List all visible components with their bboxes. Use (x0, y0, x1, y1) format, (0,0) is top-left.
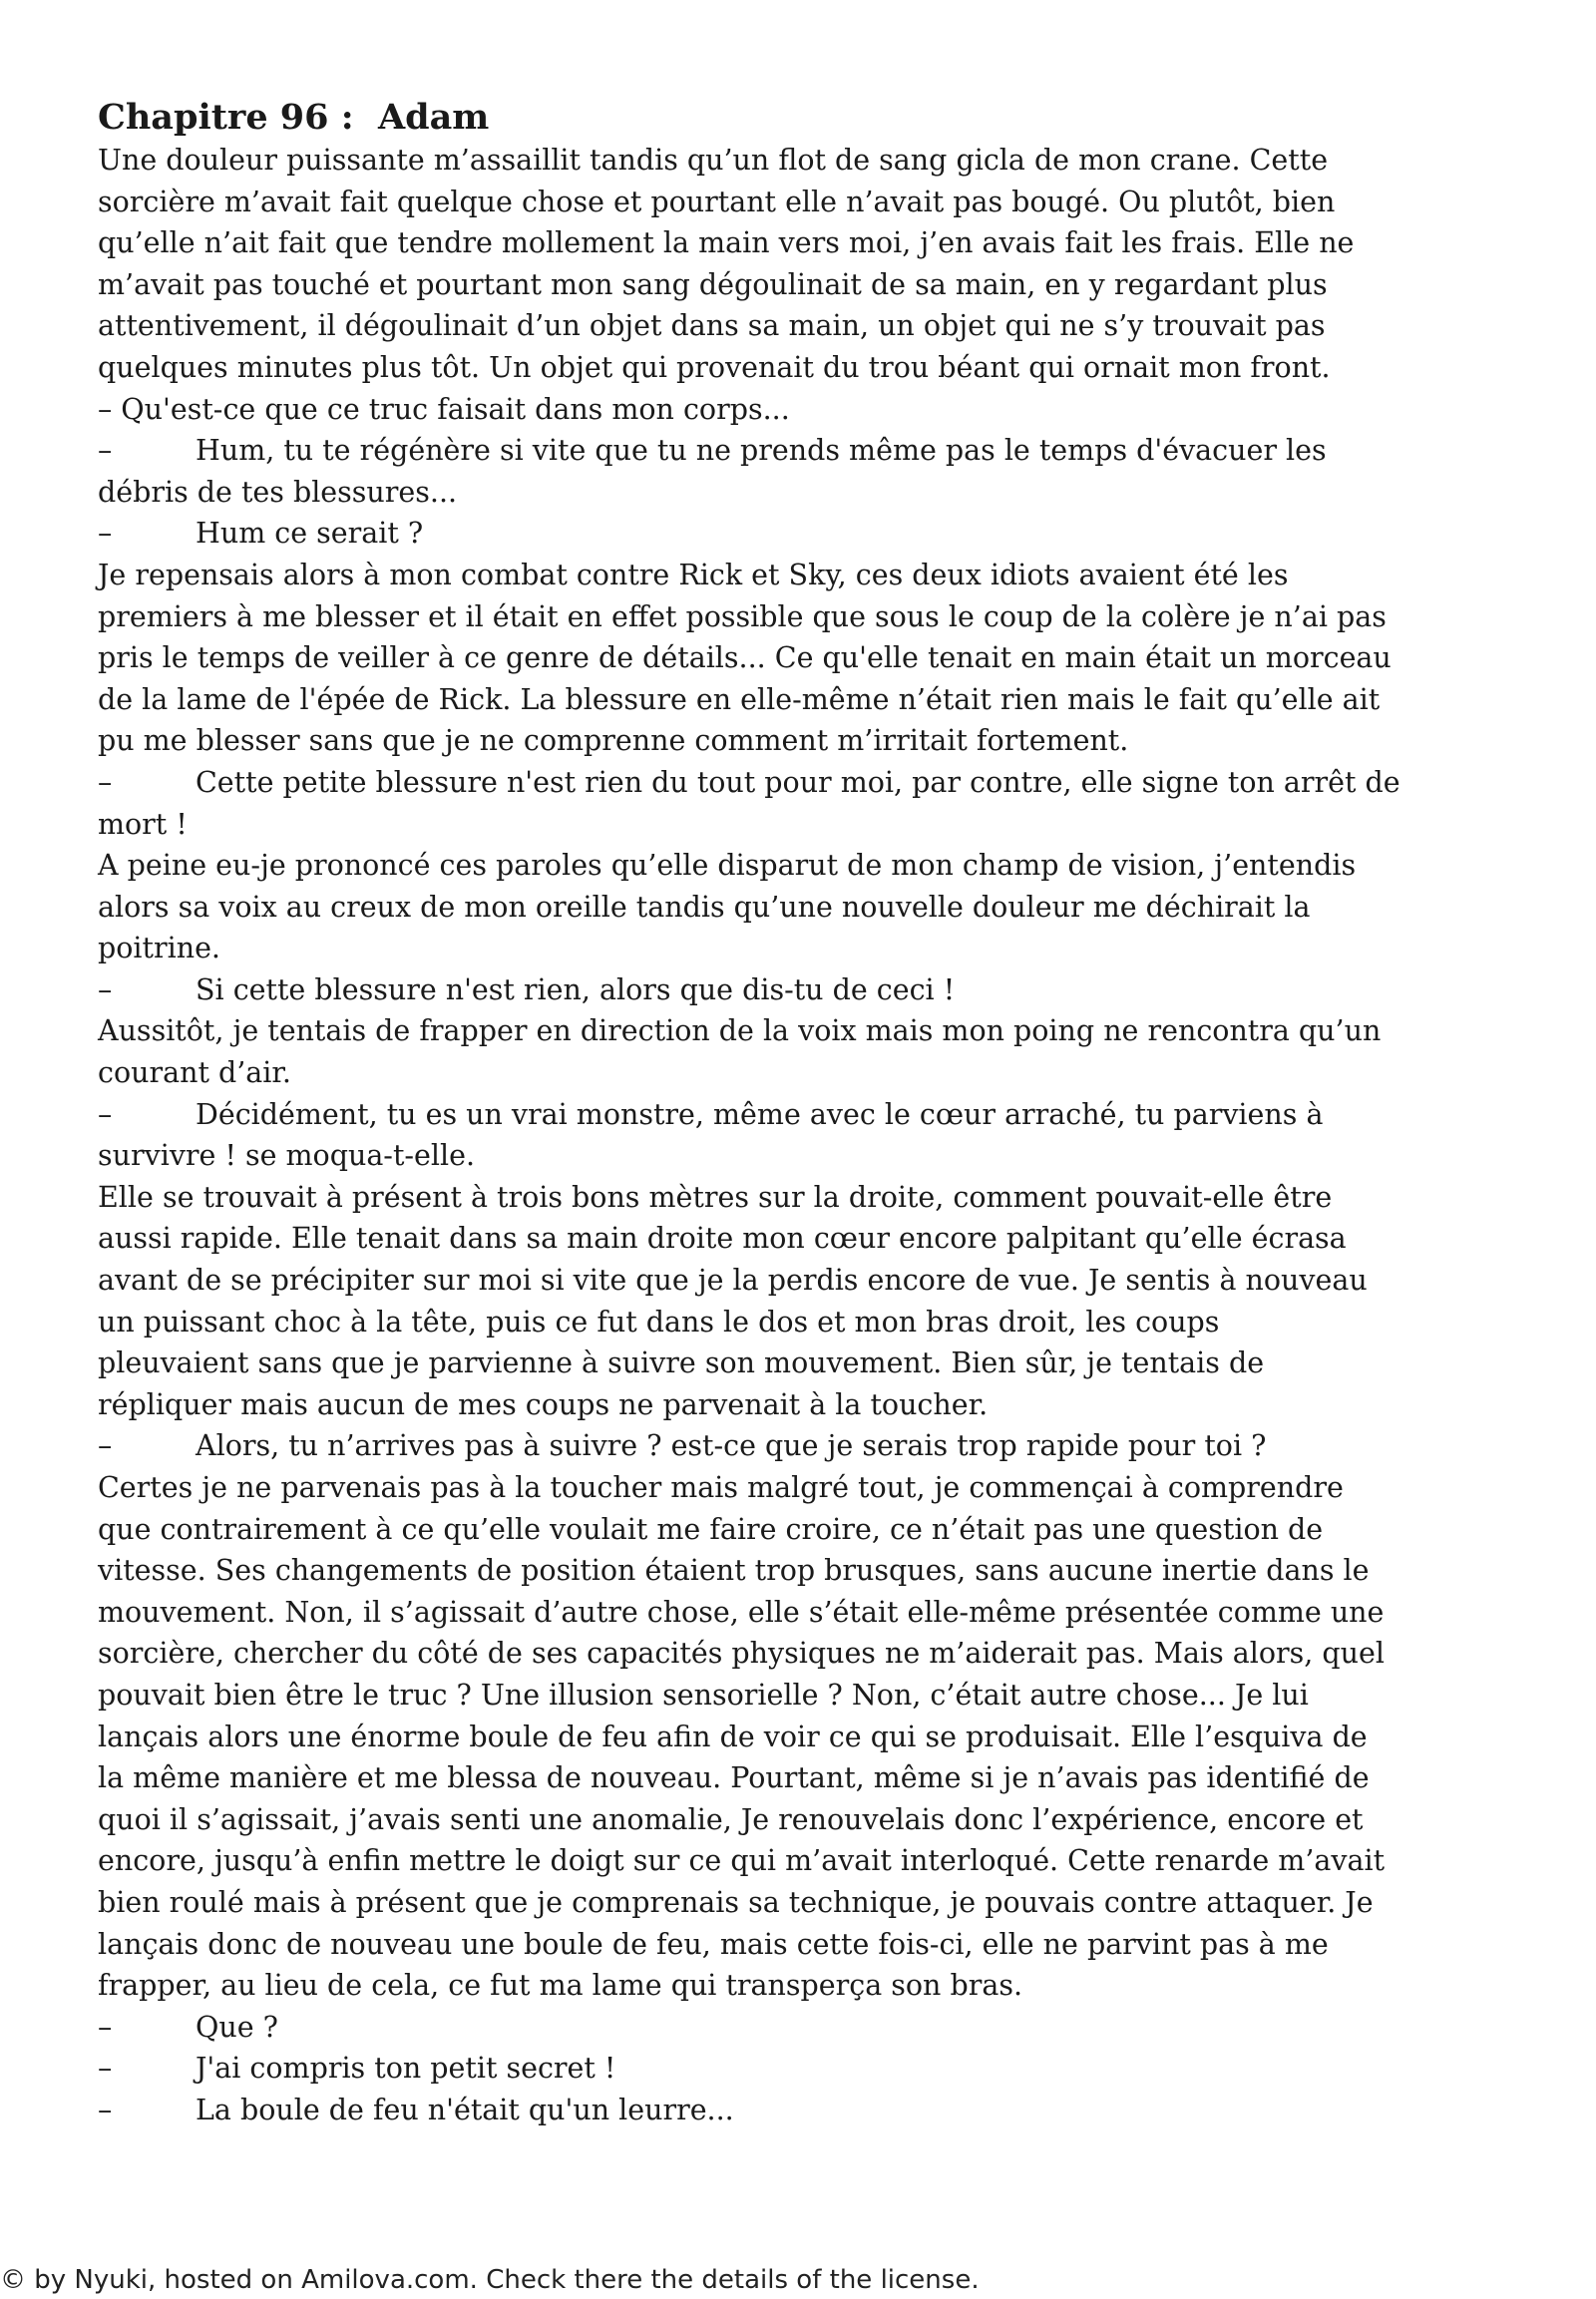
text-line (98, 1260, 1534, 1302)
dialogue-line (98, 2048, 1534, 2090)
text-line (98, 1218, 1534, 1260)
text-line (98, 1342, 1534, 1384)
text-line (98, 1840, 1534, 1882)
text-line (98, 472, 1534, 514)
line-text: survivre ! se moqua-t-elle. (98, 1139, 476, 1173)
line-text: bien roulé mais à présent que je comprenais sa technique, je pouvais contre attaquer. Je (98, 1885, 1374, 1919)
text-line (98, 1010, 1534, 1052)
line-text: la même manière et me blessa de nouveau. Pourtant, même si je n’avais pas identifié de (98, 1761, 1370, 1795)
line-text: Si cette blessure n'est rien, alors que dis-tu de ceci ! (196, 972, 956, 1006)
dialogue-line (98, 762, 1534, 804)
line-text: avant de se précipiter sur moi si vite que je la perdis encore de vue. Je sentis à nouveau (98, 1264, 1368, 1298)
dialogue-line (98, 1094, 1534, 1136)
text-line (98, 679, 1534, 721)
license-footer: © by Nyuki, hosted on Amilova.com. Check there the details of the license. (0, 2265, 980, 2295)
dialogue-dash: – (98, 1429, 113, 1463)
line-text: Une douleur puissante m’assaillit tandis qu’un flot de sang gicla de mon crane. Cette (98, 144, 1329, 177)
dialogue-dash: – (98, 517, 113, 551)
line-text: Aussitôt, je tentais de frapper en direction de la voix mais mon poing ne rencontra qu’un (98, 1014, 1382, 1048)
dialogue-line (98, 430, 1534, 472)
line-text: qu’elle n’ait fait que tendre mollement la main vers moi, j’en avais fait les frais. Elle ne (98, 226, 1355, 260)
text-line (98, 1052, 1534, 1094)
text-line (98, 596, 1534, 638)
text-line (98, 305, 1534, 347)
line-text: lançais donc de nouveau une boule de feu, mais cette fois-ci, elle ne parvint pas à me (98, 1927, 1329, 1961)
line-text: mouvement. Non, il s’agissait d’autre chose, elle s’était elle-même présentée comme une (98, 1595, 1385, 1629)
line-text: La boule de feu n'était qu'un leurre... (196, 2093, 734, 2126)
text-line (98, 1177, 1534, 1219)
line-text: – Qu'est-ce que ce truc faisait dans mon corps... (98, 392, 790, 426)
dialogue-dash: – (98, 1097, 113, 1131)
line-text: Que ? (196, 2010, 278, 2044)
text-line (98, 264, 1534, 306)
line-text: débris de tes blessures... (98, 475, 458, 509)
line-text: pouvait bien être le truc ? Une illusion sensorielle ? Non, c’était autre chose... Je lui (98, 1678, 1309, 1712)
text-line (98, 1799, 1534, 1841)
dialogue-dash: – (98, 765, 113, 799)
line-text: poitrine. (98, 932, 220, 965)
text-line (98, 1717, 1534, 1758)
line-text: alors sa voix au creux de mon oreille tandis qu’une nouvelle douleur me déchirait la (98, 890, 1311, 924)
line-text: quelques minutes plus tôt. Un objet qui provenait du trou béant qui ornait mon front. (98, 350, 1331, 384)
dialogue-dash: – (98, 2010, 113, 2044)
text-line (98, 845, 1534, 887)
line-text: Hum ce serait ? (196, 517, 424, 551)
line-text: vitesse. Ses changements de position étaient trop brusques, sans aucune inertie dans le (98, 1554, 1370, 1588)
text-line (98, 1550, 1534, 1592)
line-text: Cette petite blessure n'est rien du tout pour moi, par contre, elle signe ton arrêt de (196, 765, 1400, 799)
text-line (98, 1965, 1534, 2007)
line-text: pu me blesser sans que je ne comprenne comment m’irritait fortement. (98, 724, 1129, 758)
line-text: encore, jusqu’à enfin mettre le doigt sur ce qui m’avait interloqué. Cette renarde m’avait (98, 1844, 1386, 1878)
text-line (98, 140, 1534, 182)
line-text: lançais alors une énorme boule de feu afin de voir ce qui se produisait. Elle l’esquiva de (98, 1720, 1368, 1753)
line-text: pris le temps de veiller à ce genre de détails... Ce qu'elle tenait en main était un morceau (98, 641, 1392, 675)
text-line (98, 1509, 1534, 1551)
chapter-title: Chapitre 96 : Adam (98, 97, 490, 138)
dialogue-dash: – (98, 434, 113, 468)
text-line (98, 555, 1534, 596)
dialogue-line (98, 969, 1534, 1011)
line-text: de la lame de l'épée de Rick. La blessure en elle-même n’était rien mais le fait qu’elle ait (98, 682, 1381, 716)
dialogue-dash: – (98, 972, 113, 1006)
dialogue-line (98, 2090, 1534, 2131)
text-line (98, 1882, 1534, 1924)
line-text: J'ai compris ton petit secret ! (196, 2052, 616, 2086)
text-line (98, 389, 1534, 431)
line-text: aussi rapide. Elle tenait dans sa main droite mon cœur encore palpitant qu’elle écrasa (98, 1222, 1347, 1256)
text-line (98, 1757, 1534, 1799)
line-text: mort ! (98, 807, 188, 841)
text-line (98, 804, 1534, 846)
line-text: Elle se trouvait à présent à trois bons mètres sur la droite, comment pouvait-elle être (98, 1180, 1333, 1214)
text-line (98, 637, 1534, 679)
line-text: un puissant choc à la tête, puis ce fut dans le dos et mon bras droit, les coups (98, 1305, 1220, 1339)
text-line (98, 1384, 1534, 1426)
chapter-text (98, 140, 1534, 2131)
line-text: Alors, tu n’arrives pas à suivre ? est-ce que je serais trop rapide pour toi ? (196, 1429, 1267, 1463)
line-text: que contrairement à ce qu’elle voulait me faire croire, ce n’était pas une question de (98, 1512, 1324, 1546)
line-text: courant d’air. (98, 1056, 291, 1090)
line-text: sorcière m’avait fait quelque chose et pourtant elle n’avait pas bougé. Ou plutôt, bien (98, 185, 1336, 218)
text-line (98, 928, 1534, 969)
text-line (98, 182, 1534, 223)
line-text: premiers à me blesser et il était en effet possible que sous le coup de la colère je n’ai pas (98, 599, 1387, 633)
text-line (98, 1135, 1534, 1177)
text-line (98, 222, 1534, 264)
text-line (98, 1675, 1534, 1717)
dialogue-dash: – (98, 2052, 113, 2086)
document-body (98, 96, 1534, 2131)
line-text: frapper, au lieu de cela, ce fut ma lame qui transperça son bras. (98, 1969, 1023, 2003)
text-line (98, 1302, 1534, 1343)
line-text: sorcière, chercher du côté de ses capacités physiques ne m’aiderait pas. Mais alors, quel (98, 1637, 1385, 1671)
text-line (98, 1924, 1534, 1966)
dialogue-line (98, 1425, 1534, 1467)
text-line (98, 1467, 1534, 1509)
dialogue-line (98, 2007, 1534, 2049)
text-line (98, 887, 1534, 929)
line-text: pleuvaient sans que je parvienne à suivre son mouvement. Bien sûr, je tentais de (98, 1346, 1265, 1380)
line-text: quoi il s’agissait, j’avais senti une anomalie, Je renouvelais donc l’expérience, encore et (98, 1802, 1364, 1836)
line-text: Je repensais alors à mon combat contre Rick et Sky, ces deux idiots avaient été les (98, 558, 1289, 591)
text-line (98, 1592, 1534, 1634)
line-text: Certes je ne parvenais pas à la toucher mais malgré tout, je commençai à comprendre (98, 1471, 1344, 1504)
text-line (98, 1633, 1534, 1675)
text-line (98, 720, 1534, 762)
line-text: m’avait pas touché et pourtant mon sang dégoulinait de sa main, en y regardant plus (98, 267, 1328, 301)
dialogue-line (98, 513, 1534, 555)
line-text: A peine eu-je prononcé ces paroles qu’elle disparut de mon champ de vision, j’entendis (98, 849, 1357, 883)
line-text: Hum, tu te régénère si vite que tu ne prends même pas le temps d'évacuer les (196, 434, 1327, 468)
dialogue-dash: – (98, 2093, 113, 2126)
line-text: Décidément, tu es un vrai monstre, même avec le cœur arraché, tu parviens à (196, 1097, 1324, 1131)
line-text: attentivement, il dégoulinait d’un objet dans sa main, un objet qui ne s’y trouvait pas (98, 309, 1326, 343)
text-line (98, 347, 1534, 389)
line-text: répliquer mais aucun de mes coups ne parvenait à la toucher. (98, 1387, 989, 1421)
